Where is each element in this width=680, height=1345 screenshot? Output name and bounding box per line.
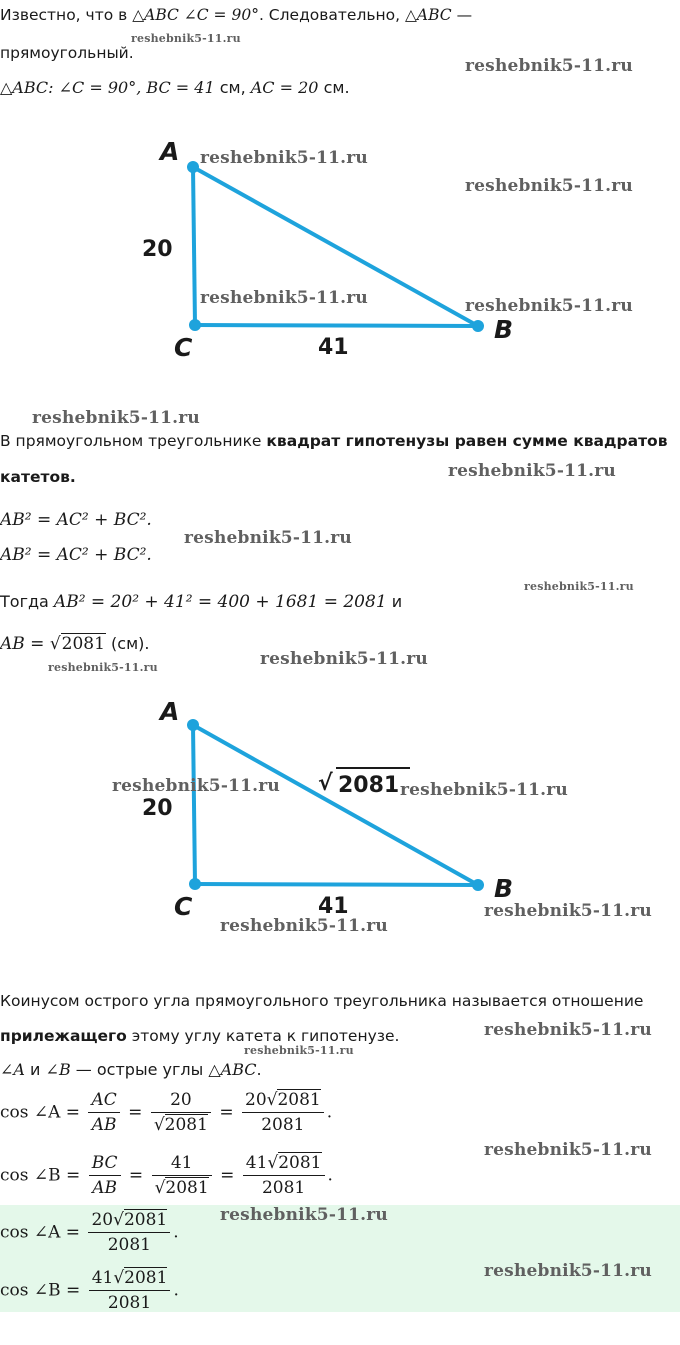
then-line: Тогда AB² = 20² + 41² = 400 + 1681 = 2081 и [0,592,403,612]
label-c: C [174,892,193,921]
equation-2: AB² = AC² + BC². [0,545,152,565]
fraction: $\frac{20√2081}{2081}$ [88,1208,170,1257]
watermark: reshebnik5-11.ru [184,528,352,548]
side-ac [193,725,195,884]
label-a: A [160,697,180,726]
vertex-a [187,161,199,173]
watermark: reshebnik5-11.ru [220,1205,388,1225]
label-side-ab [318,768,410,798]
intro-line-2: прямоугольный. [0,44,134,62]
watermark: reshebnik5-11.ru [400,780,568,800]
vertex-a [187,719,199,731]
watermark: reshebnik5-11.ru [465,296,633,316]
watermark: reshebnik5-11.ru [484,1261,652,1281]
watermark: reshebnik5-11.ru [131,32,241,45]
acute-angles-line: ∠A и ∠B — острые углы △ABC. [0,1060,262,1079]
watermark: reshebnik5-11.ru [220,916,388,936]
watermark: reshebnik5-11.ru [260,649,428,669]
math-triangle-abc: △ABC ∠C = 90° [132,6,259,24]
fraction: $\frac{20√2081}{2081}$ [242,1088,324,1137]
label-c: C [174,333,193,362]
fraction: $\frac{41√2081}{2081}$ [89,1266,171,1312]
label-b: B [494,874,514,903]
label-b: B [494,315,514,344]
sqrt-symbol: √2081 [49,634,105,654]
watermark: reshebnik5-11.ru [465,176,633,196]
cosine-definition-line-1: Коинусом острого угла прямоугольного треугольника называется отношение [0,992,644,1010]
sqrt-symbol: √ [318,771,333,796]
watermark: reshebnik5-11.ru [112,776,280,796]
answer-cos-a: cos ∠A = $\frac{20√2081}{2081}$ . [0,1210,179,1255]
fraction: $\frac{41√2081}{2081}$ [243,1151,325,1200]
cos-a-equation: cos ∠A = $\frac{AC}{AB}$ = $\frac{20}{√2081}$ = $\frac{20√2081}{2081}$ . [0,1090,333,1135]
vertex-b [472,879,484,891]
fraction: $\frac{AC}{AB}$ [88,1088,119,1137]
watermark: reshebnik5-11.ru [200,148,368,168]
watermark: reshebnik5-11.ru [484,1020,652,1040]
side-ac [193,167,195,325]
watermark: reshebnik5-11.ru [484,1140,652,1160]
fraction: $\frac{BC}{AB}$ [89,1151,121,1200]
label-side-ac: 20 [142,237,173,262]
watermark: reshebnik5-11.ru [484,901,652,921]
answer-cos-b: cos ∠B = $\frac{41√2081}{2081}$ . [0,1266,179,1312]
triangle-figure-2 [0,690,680,930]
watermark: reshebnik5-11.ru [244,1044,354,1057]
watermark: reshebnik5-11.ru [32,408,200,428]
vertex-c [189,319,201,331]
svg-text:2081: 2081 [338,773,400,798]
watermark: reshebnik5-11.ru [448,461,616,481]
watermark: reshebnik5-11.ru [524,580,634,593]
side-bc [195,325,478,326]
label-side-bc: 41 [318,335,349,360]
equation-1: AB² = AC² + BC². [0,510,152,530]
intro-line-1: Известно, что в △ABC ∠C = 90°. Следовательно, △ABC — [0,6,473,24]
side-ab [193,725,478,885]
side-bc [195,884,478,885]
watermark: reshebnik5-11.ru [200,288,368,308]
pythagoras-line-2: катетов. [0,468,76,486]
ab-result-line: AB = √2081 (см). [0,634,150,654]
cos-b-equation: cos ∠B = $\frac{BC}{AB}$ = $\frac{41}{√2081}$ = $\frac{41√2081}{2081}$ . [0,1153,333,1198]
label-a: A [160,137,180,166]
label-side-ac: 20 [142,796,173,821]
fraction: $\frac{20}{√2081}$ [151,1088,211,1137]
fraction: $\frac{41}{√2081}$ [152,1151,212,1200]
given-line: △ABC: ∠C = 90°, BC = 41 см, AC = 20 см. [0,78,350,97]
cosine-definition-line-2: прилежащего этому углу катета к гипотенузе. [0,1027,400,1045]
watermark: reshebnik5-11.ru [48,661,158,674]
vertex-b [472,320,484,332]
watermark: reshebnik5-11.ru [465,56,633,76]
vertex-c [189,878,201,890]
pythagoras-line-1: В прямоугольном треугольнике квадрат гипотенузы равен сумме квадратов [0,432,668,450]
label-side-bc: 41 [318,894,349,919]
